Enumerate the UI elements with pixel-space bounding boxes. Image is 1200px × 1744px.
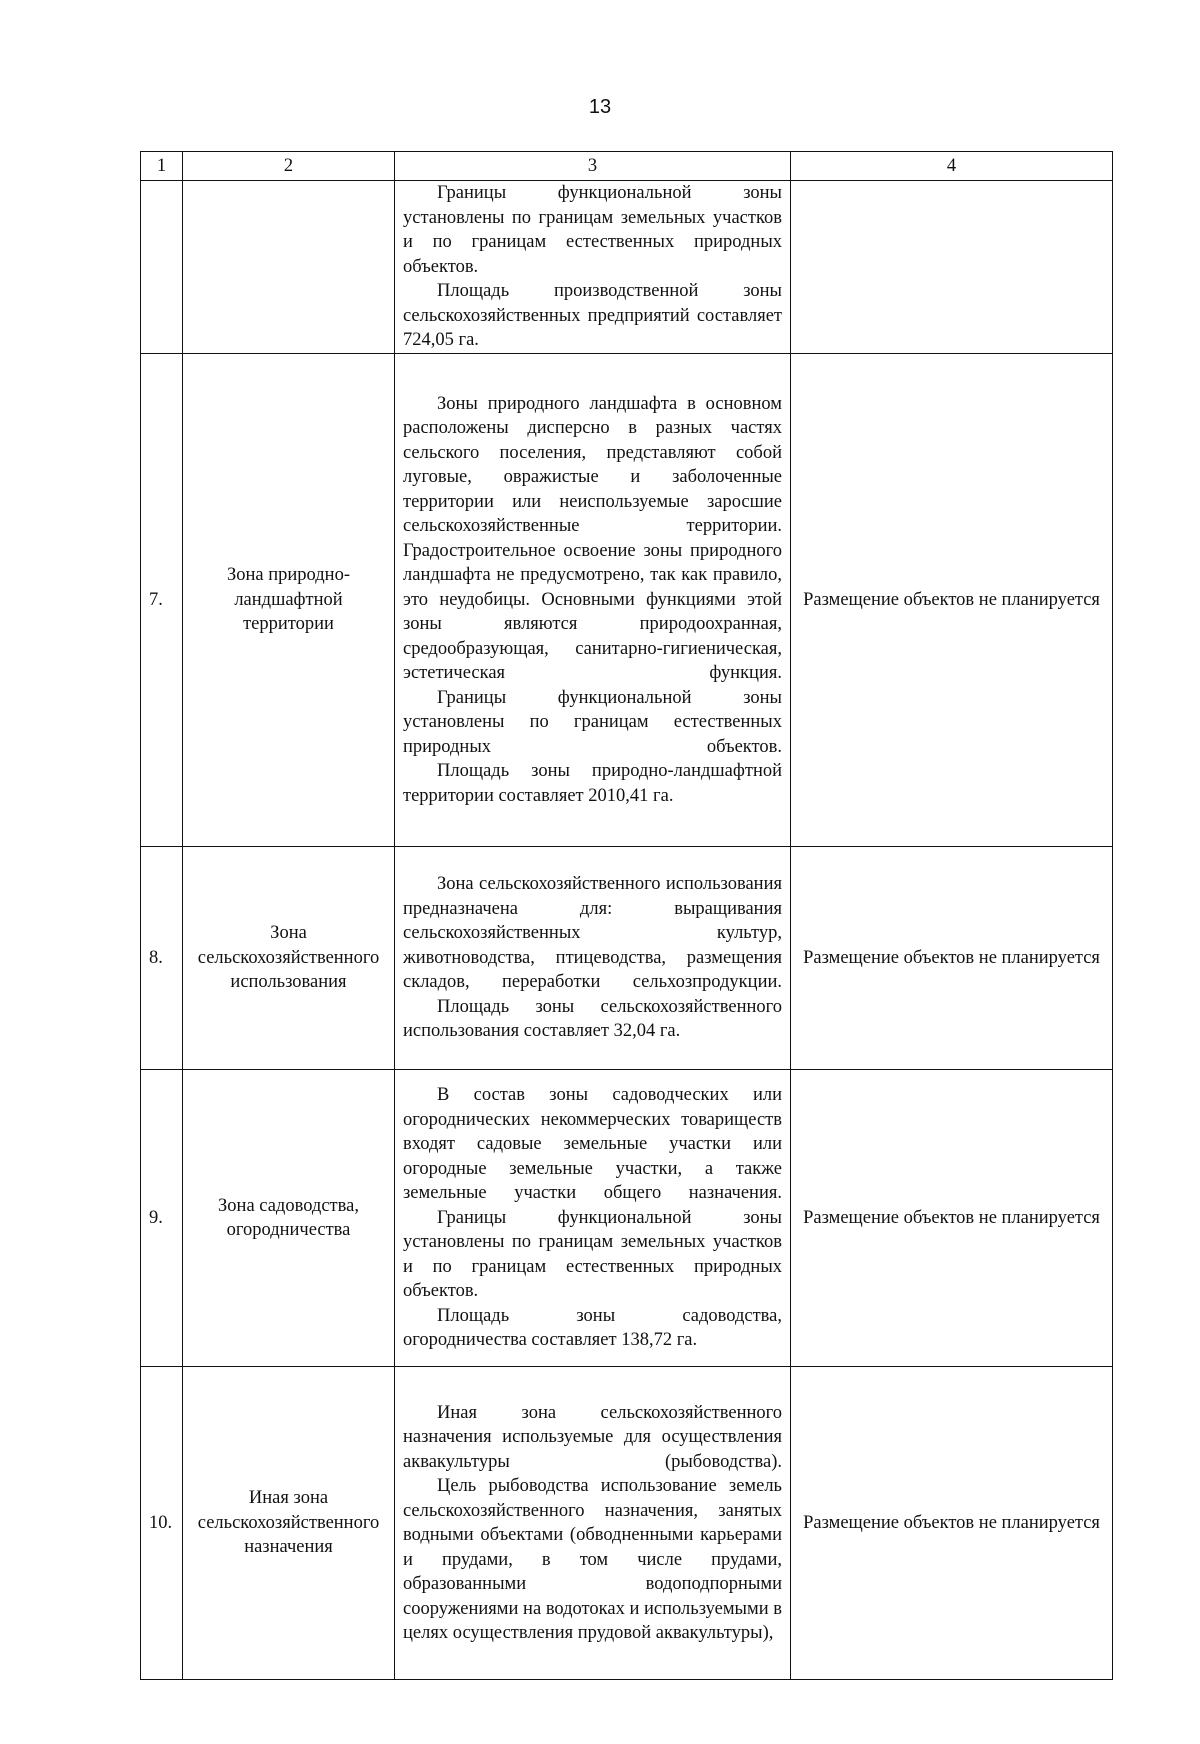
- table-row: [141, 1367, 1113, 1680]
- zone-name-cell: Зона природно-ландшафтной территории: [183, 354, 395, 847]
- plan-cell: [791, 181, 1113, 354]
- header-col-4: 4: [791, 152, 1113, 181]
- table-row: [141, 181, 1113, 354]
- zone-description-cell: [395, 1070, 791, 1367]
- row-number-cell: 9.: [141, 1070, 183, 1367]
- description-paragraph: Зона сельскохозяйственного использования предназначена для: выращивания сельскохозяйственных культур, животноводства, птицеводства, размещения складов, переработки сельхозпродукции.: [403, 874, 782, 993]
- zones-table: [140, 151, 1113, 1680]
- description-paragraph: В состав зоны садоводческих или огороднических некоммерческих товариществ входят садовые земельные участки или огородные земельные участки, а также земельные участки общего назначения.: [403, 1085, 782, 1204]
- description-paragraph: Границы функциональной зоны установлены по границам естественных природных объектов.: [403, 687, 782, 757]
- row-number-cell: 8.: [141, 847, 183, 1070]
- description-paragraph: Иная зона сельскохозяйственного назначения используемые для осуществления аквакультуры (рыбоводства).: [403, 1402, 782, 1472]
- table-header-row: [141, 152, 1113, 181]
- description-paragraph: Площадь зоны сельскохозяйственного использования составляет 32,04 га.: [403, 996, 782, 1042]
- header-col-1: 1: [141, 152, 183, 181]
- table-row: [141, 1070, 1113, 1367]
- description-paragraph: Зоны природного ландшафта в основном расположены дисперсно в разных частях сельского поселения, представляют собой луговые, овражистые и заболоченные территории или неиспользуемые заросшие сельскохозяйственные территории. Градостроительное освоение зоны природного ландшафта не предусмотрено, так как правило, это неудобицы. Основными функциями этой зоны являются природоохранная, средообразующая, санитарно-гигиеническая, эстетическая функция.: [403, 393, 782, 684]
- plan-cell: Размещение объектов не планируется: [791, 1070, 1113, 1367]
- description-paragraph: Цель рыбоводства использование земель сельскохозяйственного назначения, занятых водными объектами (обводненными карьерами и прудами, в том числе прудами, образованными водоподпорными сооружениями на водотоках и используемыми в целях осуществления прудовой аквакультуры),: [403, 1476, 782, 1643]
- row-number-cell: 7.: [141, 354, 183, 847]
- description-paragraph: Границы функциональной зоны установлены по границам земельных участков и по границам естественных природных объектов.: [403, 183, 782, 277]
- plan-cell: Размещение объектов не планируется: [791, 847, 1113, 1070]
- description-paragraph: Площадь зоны садоводства, огородничества составляет 138,72 га.: [403, 1305, 782, 1351]
- description-paragraph: Границы функциональной зоны установлены по границам земельных участков и по границам естественных природных объектов.: [403, 1207, 782, 1302]
- row-number-cell: 10.: [141, 1367, 183, 1680]
- table-row: [141, 847, 1113, 1070]
- zone-name-cell: Иная зона сельскохозяйственного назначения: [183, 1367, 395, 1680]
- plan-cell: Размещение объектов не планируется: [791, 354, 1113, 847]
- page-number: 13: [588, 96, 612, 118]
- plan-cell: Размещение объектов не планируется: [791, 1367, 1113, 1680]
- header-col-3: 3: [395, 152, 791, 181]
- row-number-cell: [141, 181, 183, 354]
- zone-name-cell: Зона садоводства, огородничества: [183, 1070, 395, 1367]
- table-row: [141, 354, 1113, 847]
- zone-description-cell: [395, 181, 791, 354]
- zone-description-cell: [395, 847, 791, 1070]
- zone-name-cell: [183, 181, 395, 354]
- header-col-2: 2: [183, 152, 395, 181]
- zone-description-cell: [395, 1367, 791, 1680]
- zone-name-cell: Зона сельскохозяйственного использования: [183, 847, 395, 1070]
- zone-description-cell: [395, 354, 791, 847]
- description-paragraph: Площадь зоны природно-ландшафтной территории составляет 2010,41 га.: [403, 761, 782, 806]
- description-paragraph: Площадь производственной зоны сельскохозяйственных предприятий составляет 724,05 га.: [403, 281, 782, 351]
